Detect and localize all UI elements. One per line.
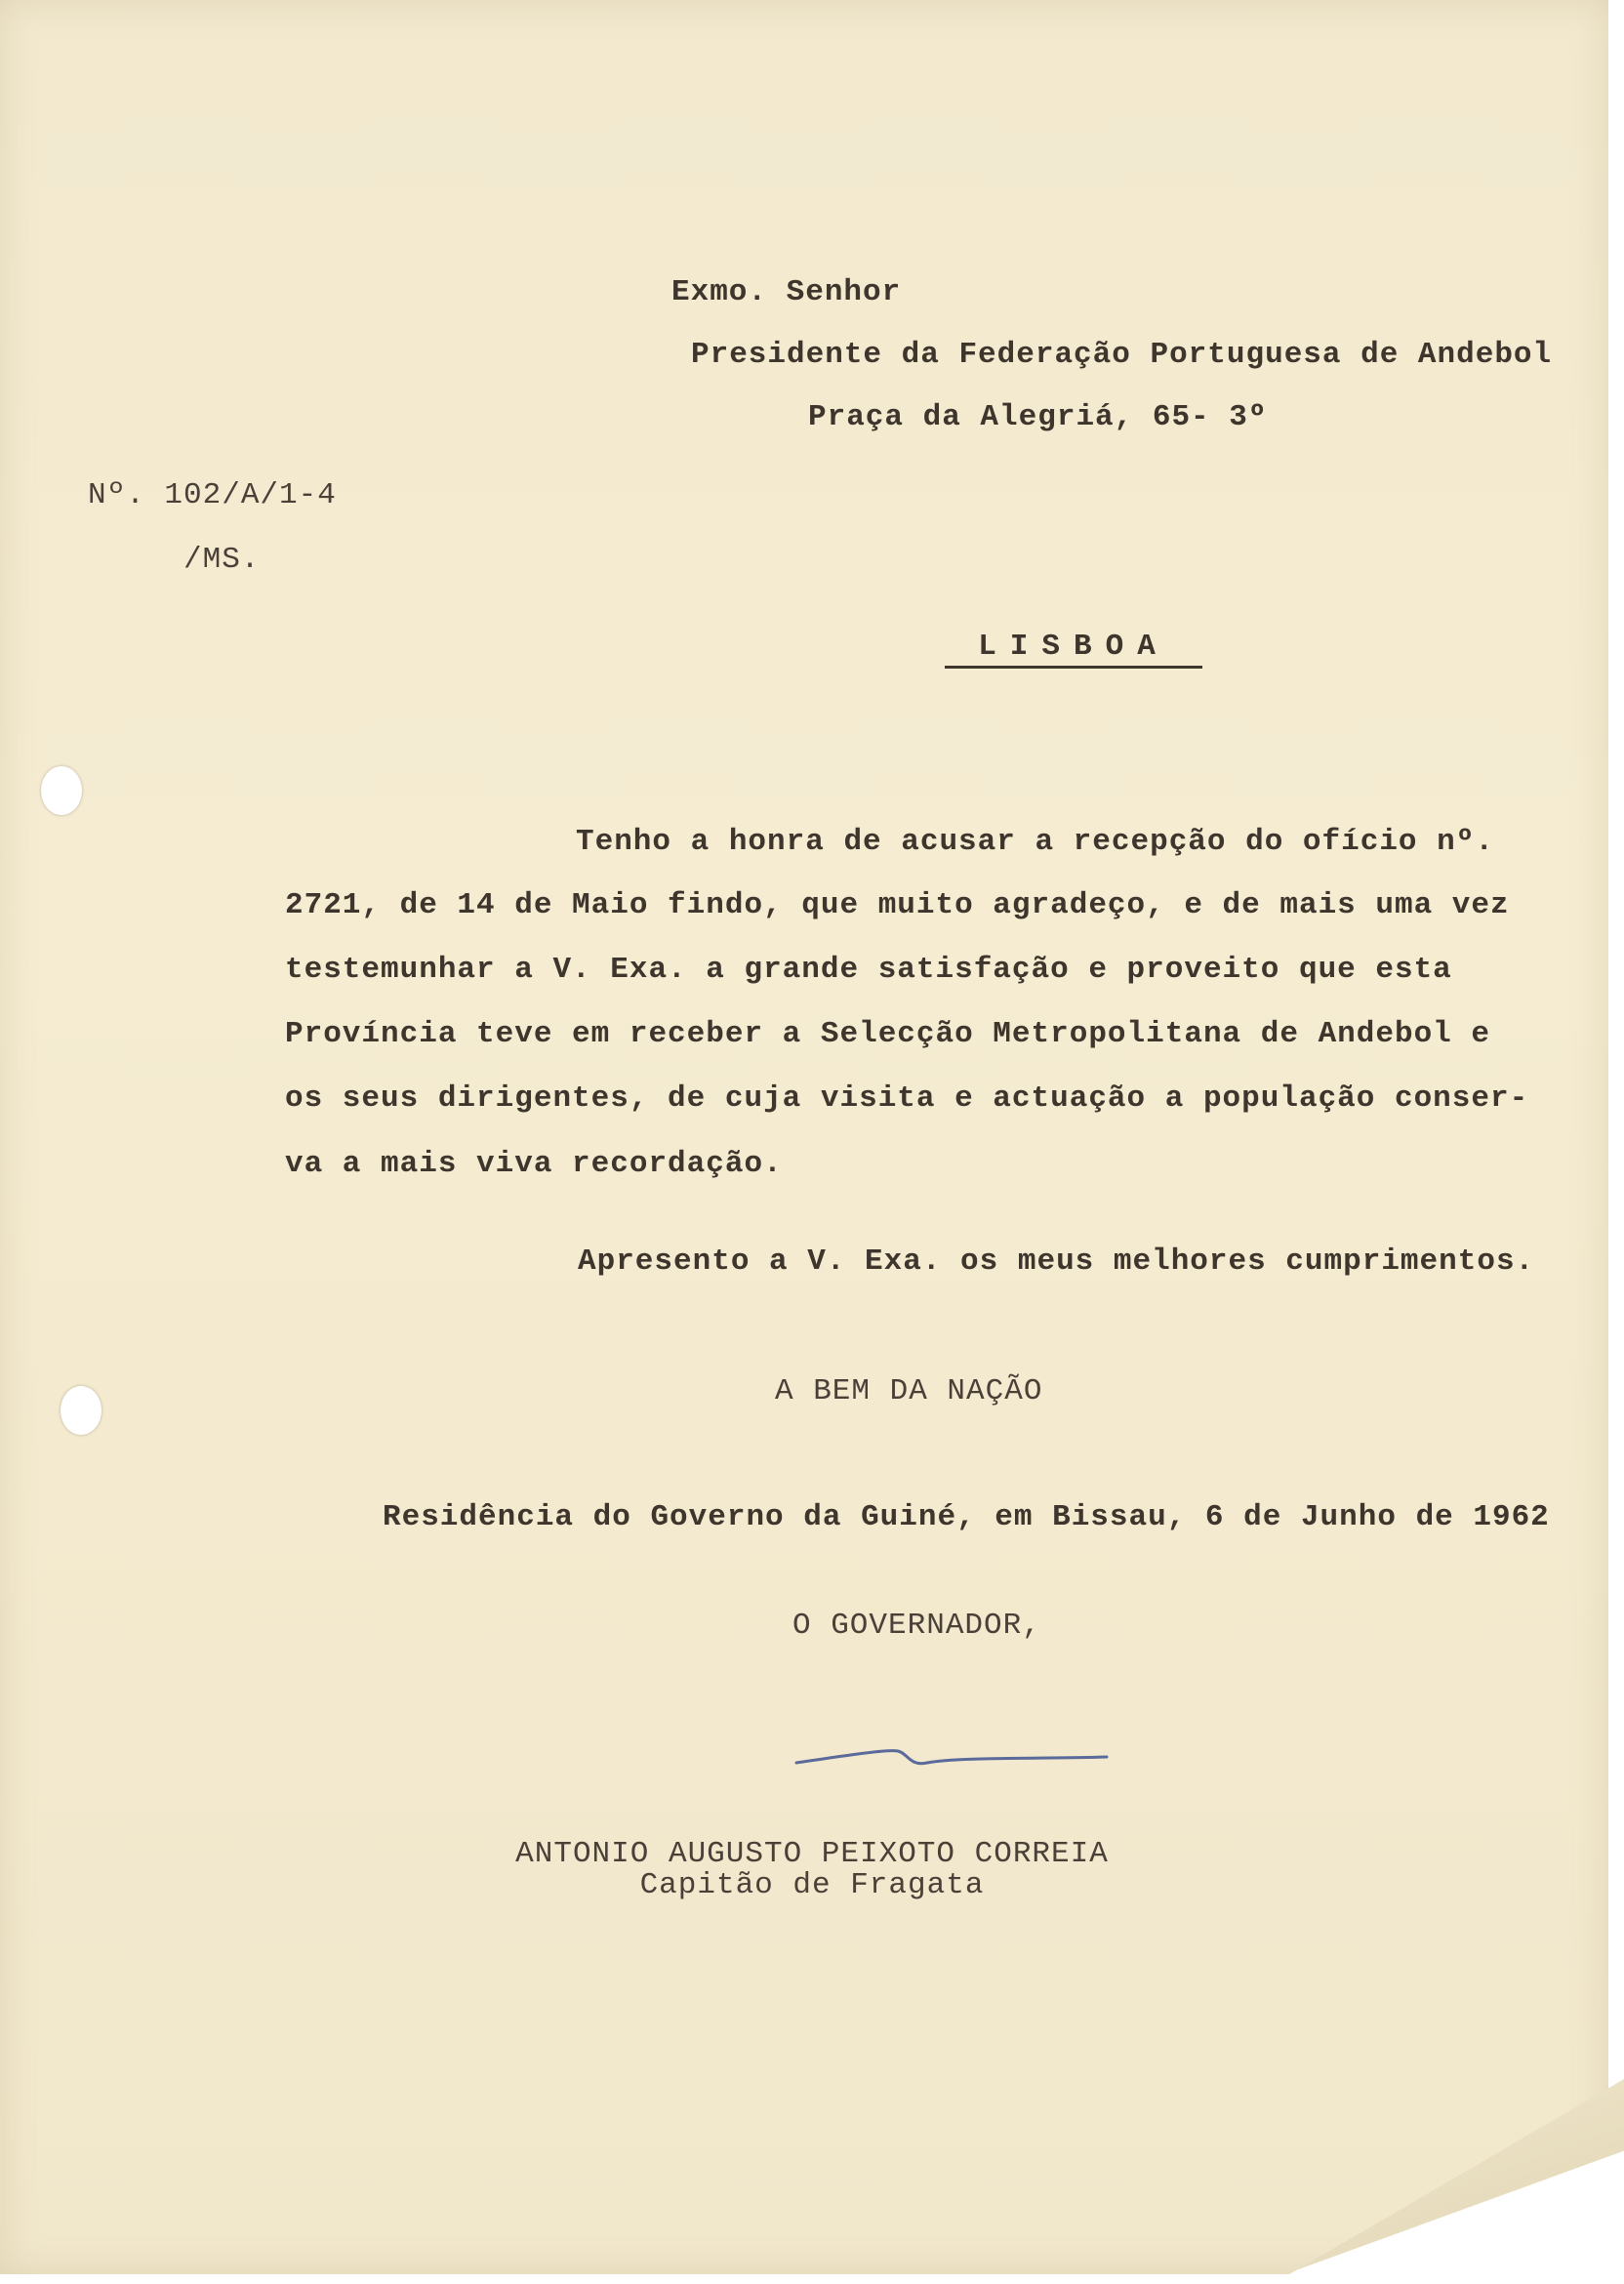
motto: A BEM DA NAÇÃO [775,1374,1043,1408]
signatory-title: O GOVERNADOR, [792,1609,1041,1643]
body-line-6: va a mais viva recordação. [285,1147,783,1181]
body-line-4: Província teve em receber a Selecção Metropolitana de Andebol e [285,1017,1490,1051]
punch-hole-lower [61,1386,102,1435]
addressee-title: Presidente da Federação Portuguesa de Andebol [691,338,1553,372]
salutation: Exmo. Senhor [671,275,902,309]
body-line-1: Tenho a honra de acusar a recepção do ofício nº. [576,825,1494,859]
closing-line: Apresento a V. Exa. os meus melhores cumprimentos. [578,1244,1535,1279]
reference-number: Nº. 102/A/1-4 [88,478,337,512]
body-line-3: testemunhar a V. Exa. a grande satisfação e proveito que esta [285,953,1452,987]
body-line-2: 2721, de 14 de Maio findo, que muito agradeço, e de mais uma vez [285,888,1510,922]
handwritten-signature [791,1737,1113,1776]
addressee-address: Praça da Alegriá, 65- 3º [808,400,1268,434]
reference-initials: /MS. [183,543,261,577]
city-heading: LISBOA [945,630,1202,669]
place-date: Residência do Governo da Guiné, em Bissau, 6 de Junho de 1962 [383,1500,1550,1534]
punch-hole-upper [41,766,82,815]
signatory-rank: Capitão de Fragata [639,1868,985,1902]
body-line-5: os seus dirigentes, de cuja visita e actuação a população conser- [285,1081,1529,1116]
signatory-name: ANTONIO AUGUSTO PEIXOTO CORREIA [515,1837,1109,1871]
